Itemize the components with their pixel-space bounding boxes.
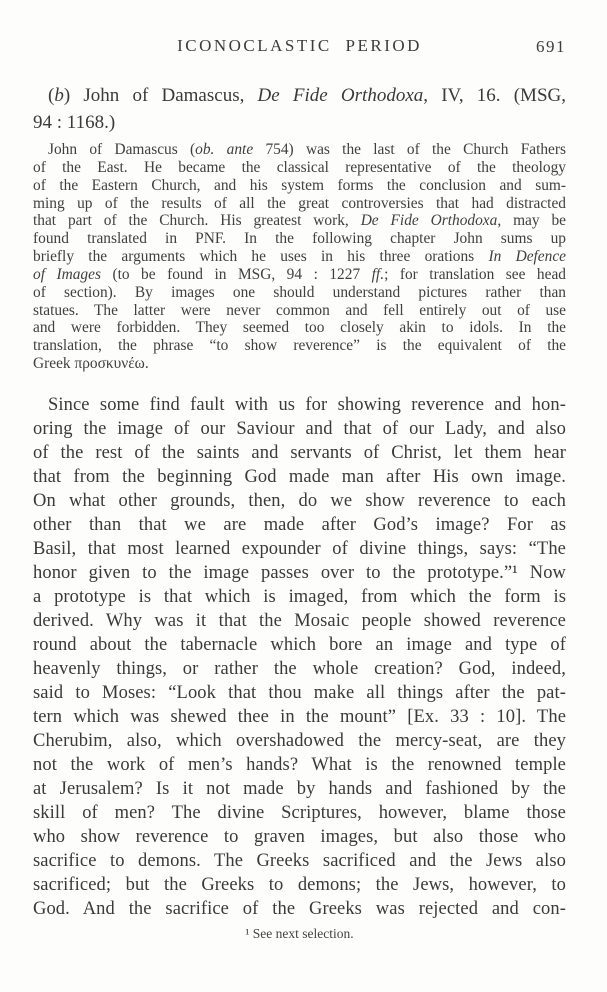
running-header-title: ICONOCLASTIC PERIOD bbox=[177, 36, 422, 55]
body-paragraph: Since some find fault with us for showing reverence and hon- oring the image of our Saviour and that of our Lady, and also of the rest of the saints and servants of Christ, let them hear that from the beginning God made man after His own image. On what other grounds, then, do we show reverence to each other than that we are made after God’s image? For as Basil, that most learned expounder of divine things, says: “The honor given to the image passes over to the prototype.”¹ Now a prototype is that which is imaged, from which the form is derived. Why was it that the Mosaic people showed reverence round about the tabernacle which bore an image and type of heavenly things, or rather the whole creation? God, indeed, said to Moses: “Look that thou make all things after the pat- tern which was shewed thee in the mount” [Ex. 33 : 10]. The Cherubim, also, which overshadowed the mercy-seat, are they not the work of men’s hands? What is the renowned temple at Jerusalem? Is it not made by hands and fashioned by the skill of men? The divine Scriptures, however, blame those who show reverence to graven images, but also those who sacrifice to demons. The Greeks sacrificed and the Jews also sacrificed; but the Greeks to demons; the Jews, however, to God. And the sacrifice of the Greeks was rejected and con- bbox=[33, 395, 566, 919]
running-header bbox=[33, 36, 566, 60]
intro-note: John of Damascus (ob. ante 754) was the last of the Church Fathers of the East. He became the classical representative of the theology of the Eastern Church, and his system forms the conclusion and sum- ming up of the results of all the great controversies that had distracted that part of the Church. His greatest work, De Fide Orthodoxa, may be found translated in PNF. In the following chapter John sums up briefly the arguments which he uses in his three orations In Defence of Images (to be found in MSG, 94 : 1227 ff.; for translation see head of section). By images one should understand pictures rather than statues. The latter were never common and fell entirely out of use and were forbidden. They seemed too closely akin to idols. In the translation, the phrase “to show reverence” is the equivalent of the Greek προσκυνέω. bbox=[33, 141, 567, 373]
text-column bbox=[33, 0, 566, 992]
page-number: 691 bbox=[536, 37, 566, 56]
section-heading: (b) John of Damascus, De Fide Orthodoxa, IV, 16. (MSG, 94 : 1168.) bbox=[33, 85, 566, 133]
footnote: ¹ See next selection. bbox=[245, 926, 354, 941]
